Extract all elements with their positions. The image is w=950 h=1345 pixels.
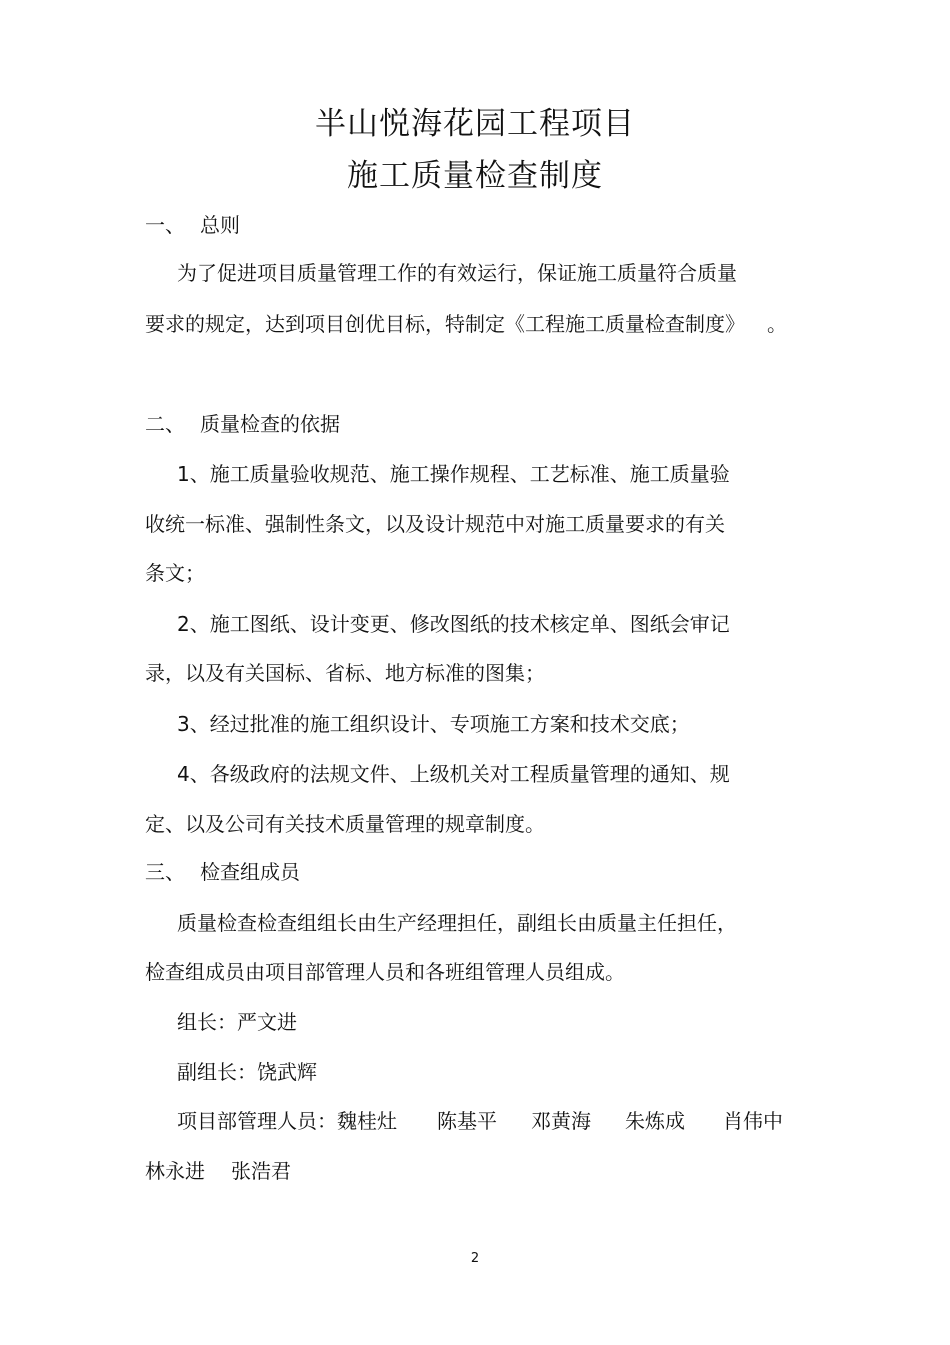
section3-title: 检查组成员 [200, 860, 300, 884]
section2-item1-line2: 收统一标准、强制性条文，以及设计规范中对施工质量要求的有关 [145, 512, 725, 536]
section1-heading [145, 211, 240, 239]
staff-member: 魏桂灶 [337, 1109, 397, 1133]
section2-title: 质量检查的依据 [200, 412, 340, 436]
section1-paragraph-line2-text: 要求的规定，达到项目创优目标，特制定《工程施工质量检查制度》 [145, 312, 745, 336]
section2-item2-line1: 2、施工图纸、设计变更、修改图纸的技术核定单、图纸会审记 [177, 612, 730, 636]
staff-member: 邓黄海 [531, 1109, 591, 1133]
section3-paragraph-line1: 质量检查检查组组长由生产经理担任，副组长由质量主任担任， [177, 911, 737, 935]
document-title-line1: 半山悦海花园工程项目 [315, 106, 635, 142]
section1-paragraph-line2 [145, 310, 787, 338]
section2-item3-line1: 3、经过批准的施工组织设计、专项施工方案和技术交底； [177, 712, 690, 736]
section2-item1-line3: 条文； [145, 561, 205, 585]
section2-item4-line1: 4、各级政府的法规文件、上级机关对工程质量管理的通知、规 [177, 762, 730, 786]
section1-title: 总则 [200, 213, 240, 237]
section1-paragraph-line1: 为了促进项目质量管理工作的有效运行，保证施工质量符合质量 [177, 261, 737, 285]
section2-heading [145, 410, 340, 438]
document-title-line2: 施工质量检查制度 [347, 158, 603, 194]
section3-paragraph-line2: 检查组成员由项目部管理人员和各班组管理人员组成。 [145, 960, 625, 984]
section3-leader: 组长：严文进 [177, 1010, 297, 1034]
section3-heading [145, 858, 300, 886]
section1-number: 一、 [145, 213, 185, 237]
section2-item1-line1: 1、施工质量验收规范、施工操作规程、工艺标准、施工质量验 [177, 462, 730, 486]
section3-staff-line1 [177, 1107, 783, 1135]
staff-member: 肖伟中 [723, 1109, 783, 1133]
section2-item2-line2: 录，以及有关国标、省标、地方标准的图集； [145, 661, 545, 685]
staff-member: 张浩君 [231, 1159, 291, 1183]
section3-staff-line2 [145, 1157, 291, 1185]
section1-paragraph-line2-end: 。 [767, 312, 787, 336]
staff-member: 陈基平 [437, 1109, 497, 1133]
page-number: 2 [470, 1251, 480, 1266]
staff-member: 朱炼成 [625, 1109, 685, 1133]
staff-label: 项目部管理人员： [177, 1109, 337, 1133]
section2-item4-line2: 定、以及公司有关技术质量管理的规章制度。 [145, 812, 545, 836]
section3-number: 三、 [145, 860, 185, 884]
section3-deputy: 副组长：饶武辉 [177, 1060, 317, 1084]
staff-member: 林永进 [145, 1159, 205, 1183]
section2-number: 二、 [145, 412, 185, 436]
